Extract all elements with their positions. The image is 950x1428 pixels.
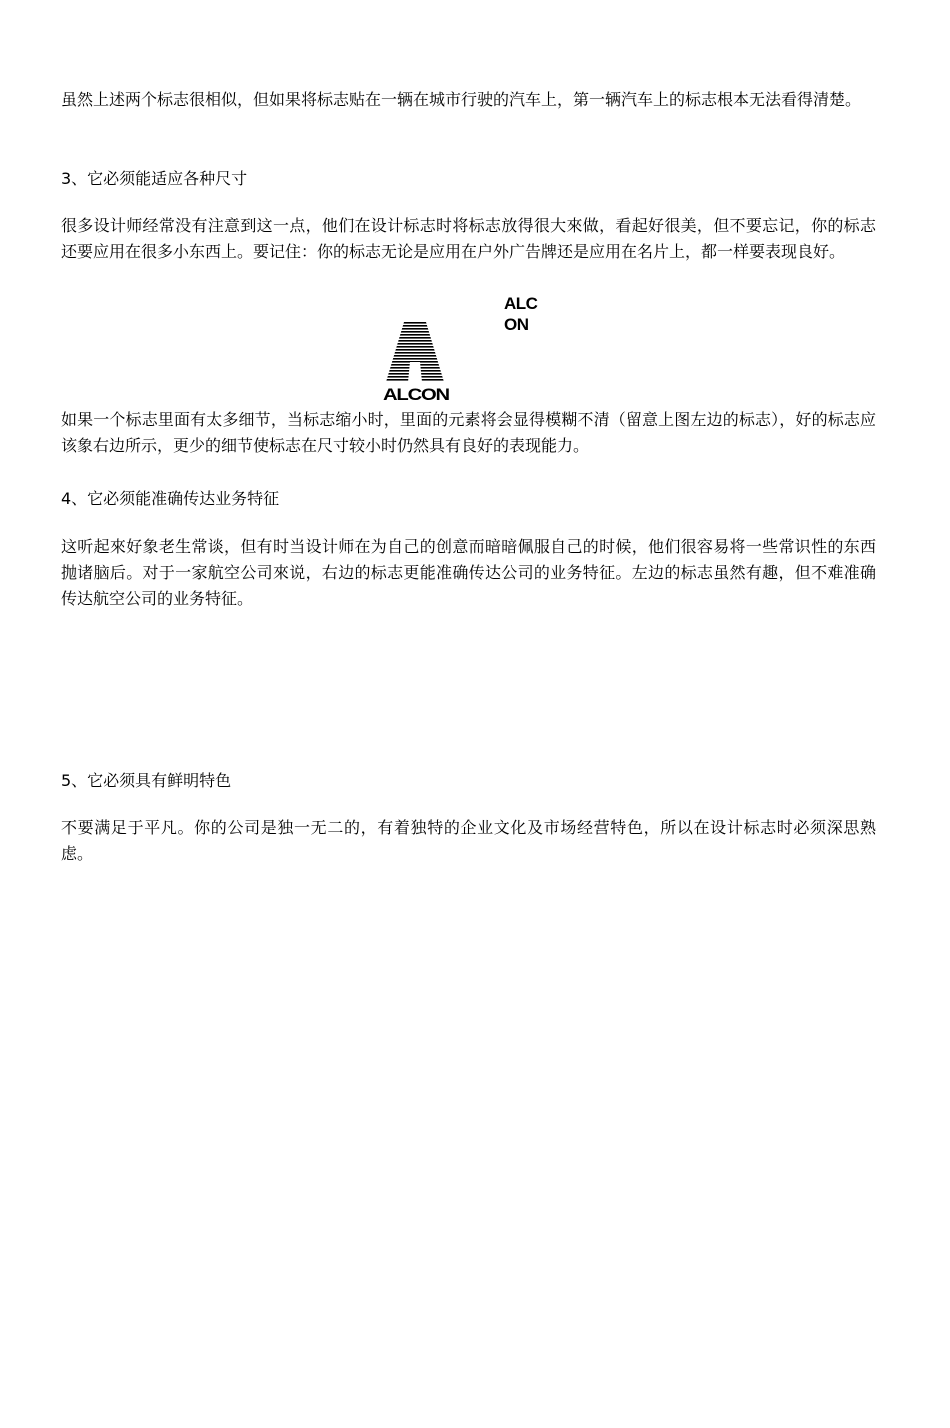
section-5-heading: 5、它必须具有鲜明特色 <box>61 771 232 790</box>
alcon-simplified-line-2: ON <box>504 315 529 334</box>
alcon-simplified-logo <box>504 293 537 335</box>
alcon-logo-wordmark: ALCON <box>383 385 450 402</box>
section-3-heading: 3、它必须能适应各种尺寸 <box>61 169 248 188</box>
section-4-paragraph: 这听起來好象老生常谈，但有时当设计师在为自己的创意而暗暗佩服自己的时候，他们很容易将一些常识性的东西抛诸脑后。对于一家航空公司來说，右边的标志更能准确传达公司的业务特征。左边的标志虽然有趣，但不难准确传达航空公司的业务特征。 <box>61 537 876 608</box>
section-4-heading: 4、它必须能准确传达业务特征 <box>61 489 280 508</box>
section-5-paragraph: 不要满足于平凡。你的公司是独一无二的，有着独特的企业文化及市场经营特色，所以在设计标志时必须深思熟虑。 <box>61 818 876 863</box>
alcon-simplified-line-1: ALC <box>504 294 538 313</box>
section-3-paragraph-2: 如果一个标志里面有太多细节，当标志缩小时，里面的元素将会显得模糊不清（留意上图左边的标志），好的标志应该象右边所示，更少的细节使标志在尺寸较小时仍然具有良好的表现能力。 <box>61 410 876 455</box>
alcon-detailed-logo <box>380 320 452 402</box>
intro-paragraph: 虽然上述两个标志很相似，但如果将标志贴在一辆在城市行驶的汽车上，第一辆汽车上的标志根本无法看得清楚。 <box>61 90 862 109</box>
section-3-paragraph-1: 很多设计师经常没有注意到这一点，他们在设计标志时将标志放得很大來做，看起好很美，但不要忘记，你的标志还要应用在很多小东西上。要记住：你的标志无论是应用在户外广告牌还是应用在名片上，都一样要表现良好。 <box>61 216 876 261</box>
